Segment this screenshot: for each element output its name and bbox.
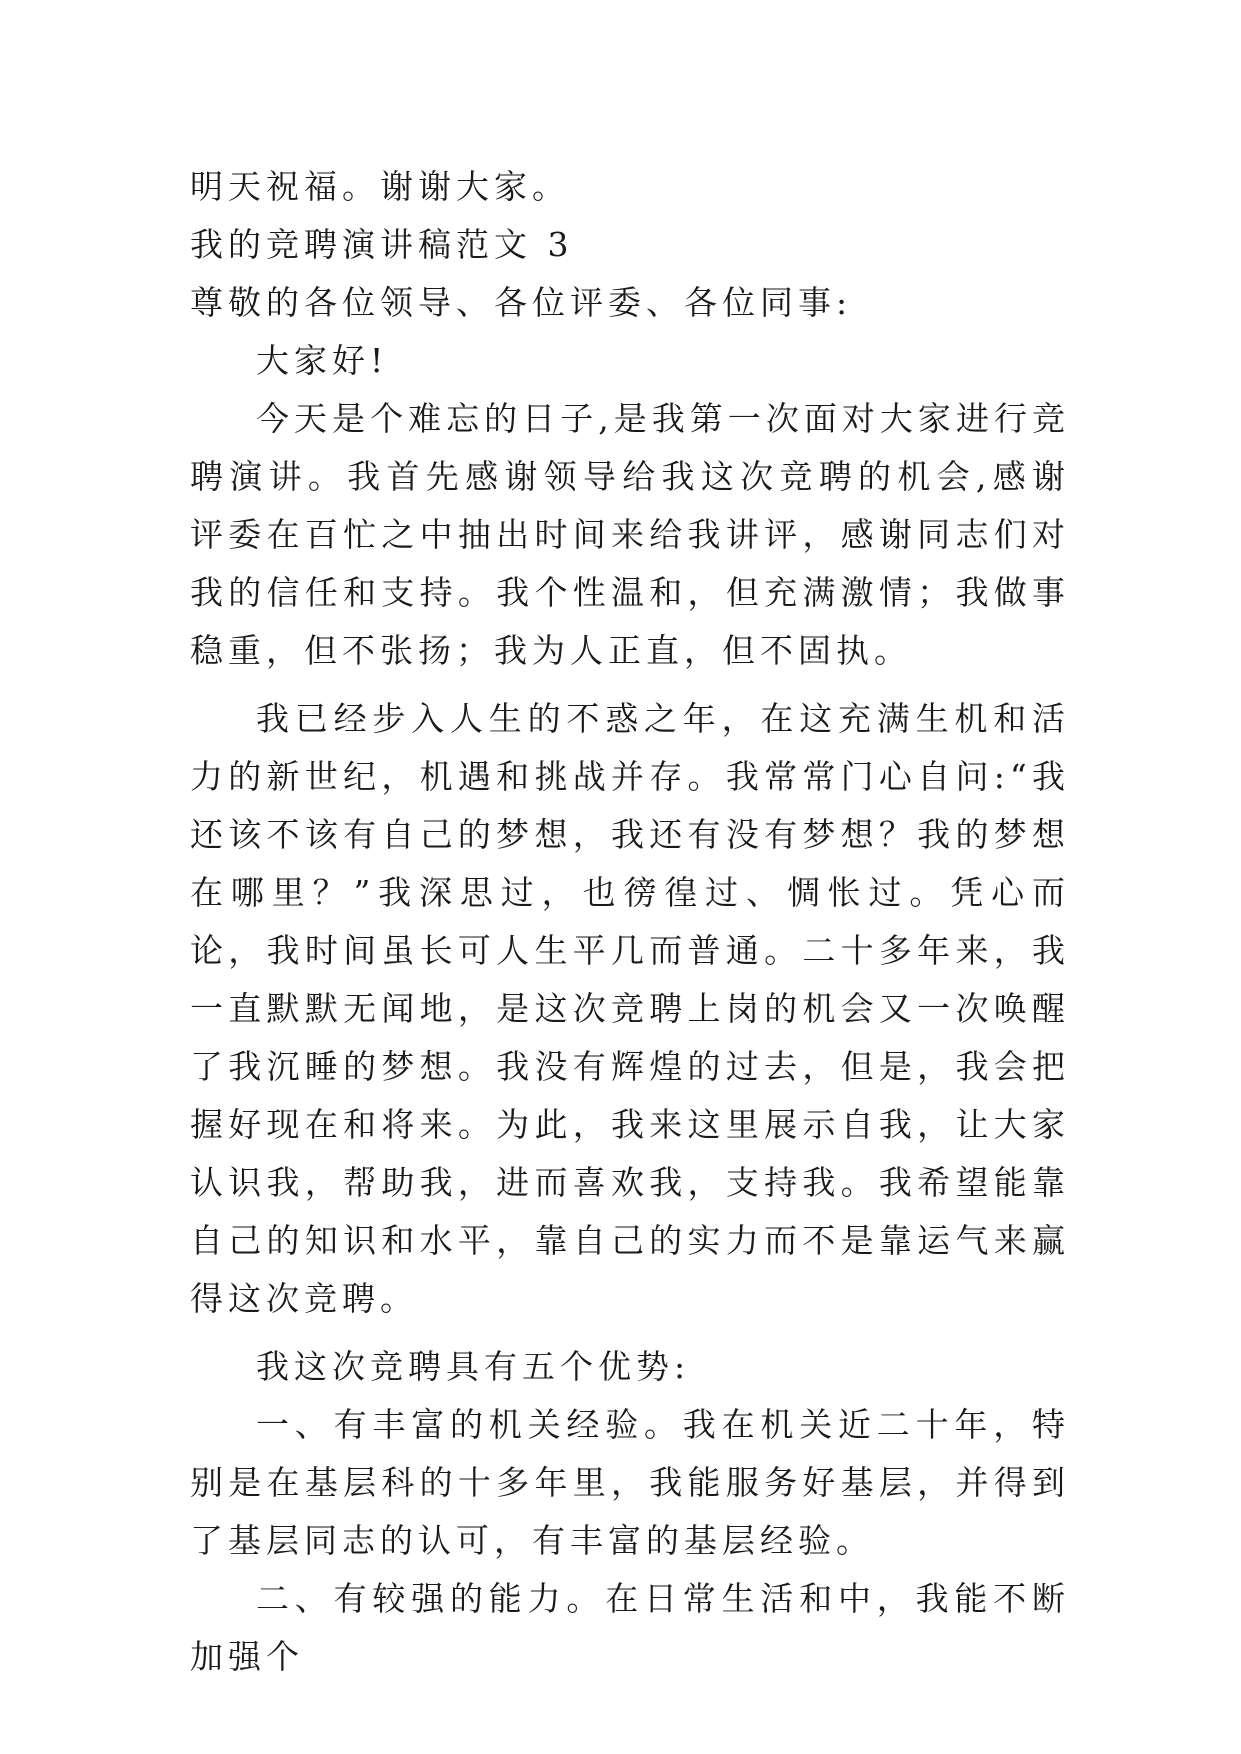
paragraph-advantages-intro: 我这次竞聘具有五个优势: [256, 1347, 691, 1386]
paragraph-intro: 今天是个难忘的日子,是我第一次面对大家进行竞聘演讲。我首先感谢领导给我这次竞聘的机会,感谢评委在百忙之中抽出时间来给我讲评，感谢同志们对我的信任和支持。我个性温和，但充满激情；我做事稳重，但不张扬；我为人正直，但不固执。 [190, 399, 1070, 670]
paragraph-dream: 我已经步入人生的不惑之年，在这充满生机和活力的新世纪，机遇和挑战并存。我常常门心自问:“我还该不该有自己的梦想，我还有没有梦想？我的梦想在哪里？”我深思过，也徬徨过、惆怅过。凭心而论，我时间虽长可人生平几而普通。二十多年来，我一直默默无闻地，是这次竞聘上岗的机会又一次唤醒了我沉睡的梦想。我没有辉煌的过去，但是，我会把握好现在和将来。为此，我来这里展示自我，让大家认识我，帮助我，进而喜欢我，支持我。我希望能靠自己的知识和水平，靠自己的实力而不是靠运气来赢得这次竞聘。 [190, 699, 1070, 1318]
closing-line: 明天祝福。谢谢大家。 [190, 167, 570, 206]
greeting-line: 大家好! [256, 341, 389, 380]
paragraph-advantage-one: 一、有丰富的机关经验。我在机关近二十年，特别是在基层科的十多年里，我能服务好基层，并得到了基层同志的认可，有丰富的基层经验。 [190, 1405, 1070, 1560]
paragraph-advantage-two: 二、有较强的能力。在日常生活和中，我能不断加强个 [190, 1579, 1070, 1676]
document-heading: 我的竞聘演讲稿范文 3 [190, 225, 574, 264]
document-body [190, 158, 1070, 1686]
salutation-line: 尊敬的各位领导、各位评委、各位同事: [190, 283, 853, 322]
